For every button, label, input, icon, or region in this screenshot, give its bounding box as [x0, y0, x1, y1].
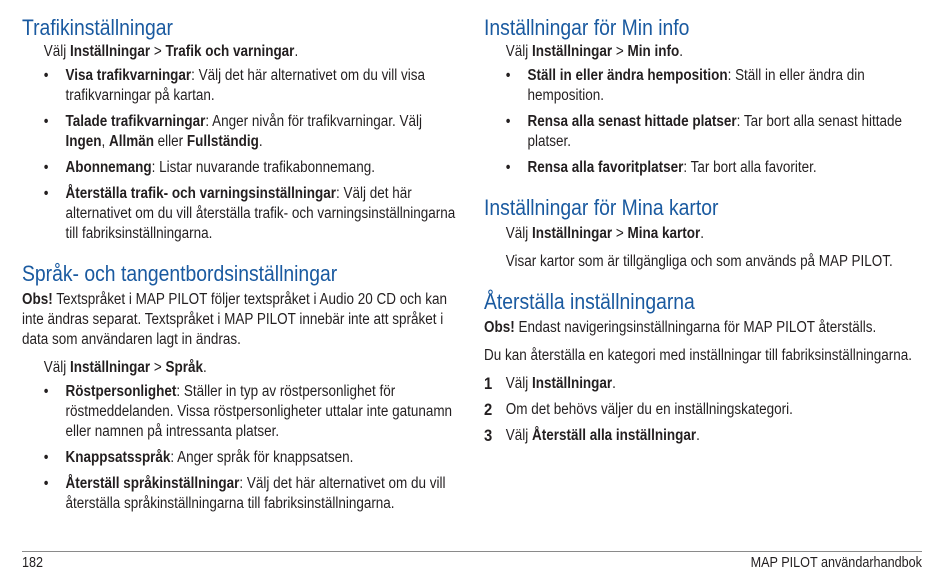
list-item: • Rensa alla favoritplatser: Tar bort alla favoriter. [505, 159, 817, 176]
step-number: 3 [484, 426, 493, 445]
bullet: • [43, 449, 49, 466]
list-item: • Återställ språkinställningar: Välj det här alternativet om du vill återställa språkinställningarna till fabriksinställningarna. [43, 475, 446, 512]
step-item: 2 Om det behövs väljer du en inställningskategori. [484, 400, 793, 419]
list-item: • Abonnemang: Listar nuvarande trafikabonnemang. [43, 159, 376, 176]
list-item: • Återställa trafik- och varningsinställningar: Välj det här alternativet om du vill återställa trafik- och varningsinställningarna till fabriksinställningarna. [43, 185, 456, 242]
traffic-settings-list [22, 66, 462, 244]
list-item: • Rensa alla senast hittade platser: Tar bort alla senast hittade platser. [505, 113, 903, 150]
myinfo-settings-section [484, 14, 924, 178]
bullet: • [43, 67, 49, 84]
bullet: • [505, 67, 511, 84]
bullet: • [505, 113, 511, 130]
bullet: • [43, 383, 49, 400]
page-number: 182 [22, 555, 44, 571]
traffic-settings-heading: Trafikinställningar [22, 15, 173, 40]
step-number: 1 [484, 374, 493, 393]
maps-settings-description: Visar kartor som är tillgängliga och som används på MAP PILOT. [505, 253, 893, 270]
list-item: • Röstpersonlighet: Ställer in typ av röstpersonlighet för röstmeddelanden. Vissa röstpersonligheter uttalar inte gatunamn eller namnen på intressanta platser. [43, 383, 453, 440]
reset-settings-section [484, 288, 924, 446]
language-settings-path: Välj Inställningar > Språk. [43, 359, 207, 376]
language-settings-list [22, 382, 462, 514]
list-item: • Talade trafikvarningar: Anger nivån för trafikvarningar. Välj Ingen, Allmän eller Fullständig. [43, 113, 423, 150]
traffic-settings-path: Välj Inställningar > Trafik och varningar. [43, 43, 299, 60]
step-item: 3 Välj Återställ alla inställningar. [484, 426, 700, 445]
step-item: 1 Välj Inställningar. [484, 374, 616, 393]
reset-description: Du kan återställa en kategori med inställningar till fabriksinställningarna. [484, 347, 912, 364]
maps-settings-heading: Inställningar för Mina kartor [484, 195, 719, 220]
reset-note: Obs! Endast navigeringsinställningarna för MAP PILOT återställs. [484, 319, 877, 336]
myinfo-settings-heading: Inställningar för Min info [484, 15, 690, 40]
step-number: 2 [484, 400, 493, 419]
maps-settings-section [484, 194, 924, 272]
bullet: • [43, 185, 49, 202]
reset-settings-heading: Återställa inställningarna [484, 289, 695, 314]
traffic-settings-section [22, 14, 462, 244]
list-item: • Ställ in eller ändra hemposition: Ställ in eller ändra din hemposition. [505, 67, 865, 104]
language-note: Obs! Textspråket i MAP PILOT följer textspråket i Audio 20 CD och kan inte ändras separat. Textspråket i MAP PILOT innebär inte att språket i data som användaren lagt in ändras. [22, 291, 447, 348]
maps-settings-path: Välj Inställningar > Mina kartor. [505, 225, 704, 242]
myinfo-settings-list [484, 66, 924, 178]
manual-title: MAP PILOT användarhandbok [750, 555, 922, 571]
left-column [22, 14, 462, 528]
bullet: • [505, 159, 511, 176]
list-item: • Knappsatsspråk: Anger språk för knappsatsen. [43, 449, 354, 466]
list-item: • Visa trafikvarningar: Välj det här alternativet om du vill visa trafikvarningar på kartan. [43, 67, 426, 104]
language-settings-section [22, 260, 462, 514]
footer-divider [22, 551, 922, 552]
bullet: • [43, 113, 49, 130]
bullet: • [43, 159, 49, 176]
bullet: • [43, 475, 49, 492]
right-column [484, 14, 924, 460]
myinfo-settings-path: Välj Inställningar > Min info. [505, 43, 683, 60]
language-settings-heading: Språk- och tangentbordsinställningar [22, 261, 338, 286]
reset-steps-list [484, 374, 924, 446]
